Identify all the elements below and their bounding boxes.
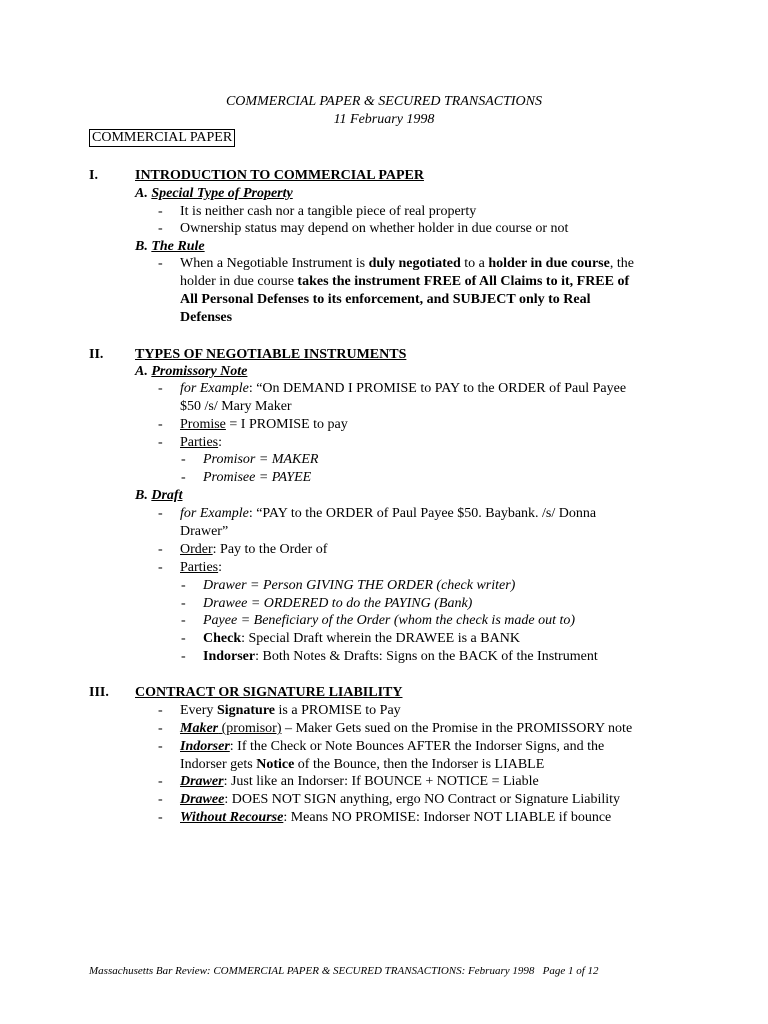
subsection-heading xyxy=(135,363,247,381)
list-item: Ownership status may depend on whether holder in due course or not xyxy=(180,221,569,236)
list-item xyxy=(180,720,632,738)
text-run: Promise xyxy=(180,417,226,432)
section-title: INTRODUCTION TO COMMERCIAL PAPER xyxy=(135,168,424,183)
text-run: Drawer” xyxy=(180,524,229,539)
list-item xyxy=(180,738,700,774)
page-footer: Massachusetts Bar Review: COMMERCIAL PAPER & SECURED TRANSACTIONS: February 1998 Page 1 of 12 xyxy=(89,965,599,977)
dash-bullet: - xyxy=(158,774,163,789)
subsection-title: Promissory Note xyxy=(151,364,248,379)
text-run: holder in due course xyxy=(180,274,298,289)
section-title: TYPES OF NEGOTIABLE INSTRUMENTS xyxy=(135,347,407,362)
text-run: Parties xyxy=(180,435,219,450)
text-run: Defenses xyxy=(180,310,233,325)
list-item xyxy=(180,505,700,541)
subsection-heading xyxy=(135,238,205,256)
text-run: Maker xyxy=(180,721,219,736)
dash-bullet: - xyxy=(158,381,163,396)
list-item-rule xyxy=(180,255,680,327)
nested-list-item: Promisor = MAKER xyxy=(203,452,319,467)
nested-list-item: Payee = Beneficiary of the Order (whom the check is made out to) xyxy=(203,613,576,628)
text-run: When a Negotiable Instrument is xyxy=(180,256,369,271)
dash-bullet: - xyxy=(158,721,163,736)
text-run: : xyxy=(218,560,222,575)
text-run: holder in due course xyxy=(488,256,610,271)
list-item xyxy=(180,702,401,720)
text-run: : Means NO PROMISE: Indorser NOT LIABLE if bounce xyxy=(283,810,612,825)
text-run: for Example xyxy=(180,381,249,396)
subsection-title: Special Type of Property xyxy=(151,186,293,201)
dash-bullet: - xyxy=(158,542,163,557)
dash-bullet: - xyxy=(181,578,186,593)
text-run: of the Bounce, then the Indorser is LIABLE xyxy=(294,757,545,772)
subsection-letter: A. xyxy=(135,364,148,379)
section-number: I. xyxy=(89,168,98,183)
dash-bullet: - xyxy=(181,613,186,628)
text-run: : Pay to the Order of xyxy=(212,542,328,557)
dash-bullet: - xyxy=(158,256,163,271)
subsection-title: The Rule xyxy=(151,239,205,254)
text-run: : If the Check or Note Bounces AFTER the Indorser Signs, and the xyxy=(229,739,605,754)
nested-list-item: Drawer = Person GIVING THE ORDER (check writer) xyxy=(203,578,516,593)
list-item xyxy=(180,434,222,452)
dash-bullet: - xyxy=(158,435,163,450)
text-run: Order xyxy=(180,542,213,557)
text-run: : DOES NOT SIGN anything, ergo NO Contract or Signature Liability xyxy=(224,792,621,807)
dash-bullet: - xyxy=(181,649,186,664)
text-run: for Example xyxy=(180,506,249,521)
dash-bullet: - xyxy=(158,792,163,807)
dash-bullet: - xyxy=(181,470,186,485)
text-run: Notice xyxy=(256,757,295,772)
section-number: III. xyxy=(89,685,109,700)
document-title: COMMERCIAL PAPER & SECURED TRANSACTIONS xyxy=(225,94,543,109)
text-run: , the xyxy=(609,256,634,271)
dash-bullet: - xyxy=(158,417,163,432)
text-run: : Special Draft wherein the DRAWEE is a BANK xyxy=(241,631,520,646)
subsection-letter: B. xyxy=(135,239,148,254)
text-run: to a xyxy=(460,256,489,271)
dash-bullet: - xyxy=(158,221,163,236)
text-run: : Just like an Indorser: If BOUNCE + NOTICE = Liable xyxy=(223,774,539,789)
list-item xyxy=(180,541,327,559)
document-date: 11 February 1998 xyxy=(333,112,435,127)
text-run: All Personal Defenses to its enforcement, and SUBJECT only to Real xyxy=(180,292,591,307)
dash-bullet: - xyxy=(158,560,163,575)
section-title: CONTRACT OR SIGNATURE LIABILITY xyxy=(135,685,403,700)
dash-bullet: - xyxy=(158,703,163,718)
dash-bullet: - xyxy=(158,739,163,754)
nested-list-item xyxy=(203,648,598,666)
text-run: Indorser xyxy=(203,649,256,664)
list-item xyxy=(180,809,611,827)
list-item: It is neither cash nor a tangible piece of real property xyxy=(180,204,477,219)
text-run: Indorser xyxy=(180,739,230,754)
subsection-title: Draft xyxy=(151,488,183,503)
dash-bullet: - xyxy=(181,452,186,467)
dash-bullet: - xyxy=(158,506,163,521)
subsection-letter: A. xyxy=(135,186,148,201)
text-run: Without Recourse xyxy=(180,810,284,825)
list-item xyxy=(180,791,620,809)
section-number: II. xyxy=(89,347,104,362)
text-run: : “On DEMAND I PROMISE to PAY to the ORDER of Paul Payee xyxy=(248,381,627,396)
text-run: Indorser gets xyxy=(180,757,257,772)
text-run: – Maker Gets sued on the Promise in the PROMISSORY note xyxy=(281,721,633,736)
text-run: : xyxy=(218,435,222,450)
nested-list-item xyxy=(203,630,520,648)
list-item xyxy=(180,380,700,416)
text-run: (promisor) xyxy=(218,721,282,736)
dash-bullet: - xyxy=(158,810,163,825)
subsection-heading xyxy=(135,487,182,505)
dash-bullet: - xyxy=(181,631,186,646)
text-run: is a PROMISE to Pay xyxy=(275,703,401,718)
dash-bullet: - xyxy=(158,204,163,219)
dash-bullet: - xyxy=(181,596,186,611)
text-run: Check xyxy=(203,631,242,646)
list-item xyxy=(180,773,539,791)
text-run: duly negotiated xyxy=(368,256,461,271)
subsection-heading xyxy=(135,185,293,203)
nested-list-item: Promisee = PAYEE xyxy=(203,470,312,485)
text-run: : Both Notes & Drafts: Signs on the BACK of the Instrument xyxy=(255,649,598,664)
text-run: Parties xyxy=(180,560,219,575)
text-run: = I PROMISE to pay xyxy=(225,417,348,432)
section-box-label: COMMERCIAL PAPER xyxy=(89,129,235,147)
text-run: : “PAY to the ORDER of Paul Payee $50. Baybank. /s/ Donna xyxy=(248,506,597,521)
list-item xyxy=(180,416,348,434)
subsection-letter: B. xyxy=(135,488,148,503)
text-run: Drawee xyxy=(180,792,225,807)
list-item xyxy=(180,559,222,577)
text-run: Drawer xyxy=(180,774,224,789)
text-run: $50 /s/ Mary Maker xyxy=(180,399,292,414)
nested-list-item: Drawee = ORDERED to do the PAYING (Bank) xyxy=(203,596,473,611)
text-run: Every xyxy=(180,703,217,718)
text-run: Signature xyxy=(216,703,276,718)
text-run: takes the instrument FREE of All Claims to it, FREE of xyxy=(297,274,630,289)
